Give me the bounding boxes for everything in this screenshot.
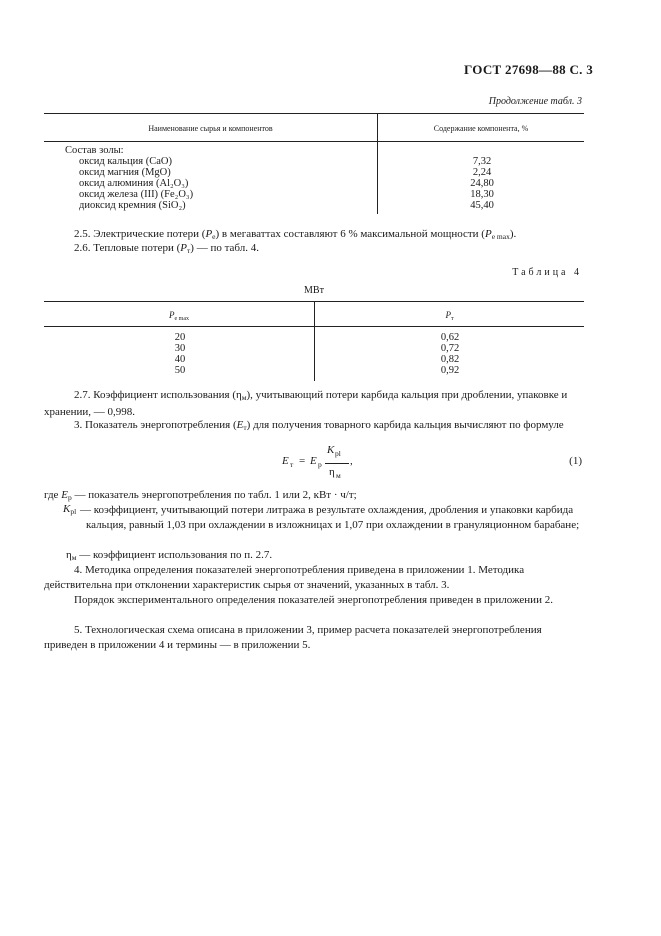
table3-header-content: Содержание компонента, % — [433, 124, 529, 133]
table3-row-value: 2,24 — [472, 167, 492, 178]
table4-cell-pemax: 20 — [174, 332, 186, 343]
p3-text: ) для получения товарного карбида кальция вычисляют по формуле — [246, 419, 564, 431]
formula-lhs-sub: т — [290, 460, 294, 469]
table4-unit: МВт — [304, 285, 324, 296]
p25-symbol: P — [205, 228, 213, 240]
p25-text: ) в мегаваттах составляют 6 % максимальной мощности ( — [215, 228, 485, 240]
def-subscript: р — [67, 493, 72, 502]
formula-numerator: K — [327, 444, 335, 456]
table3-row-value: 45,40 — [470, 200, 494, 211]
p25-symbol: P — [484, 228, 492, 240]
p27-text: 2.7. Коэффициент использования (η — [74, 389, 242, 401]
table3-header-name: Наименование сырья и компонентов — [148, 124, 273, 133]
def-symbol: K — [63, 503, 71, 515]
def-text: — коэффициент использования по п. 2.7. — [76, 549, 273, 561]
formula-e-sub: р — [318, 460, 322, 469]
table4-cell-pt: 0,72 — [440, 343, 460, 354]
table4-header-pt — [315, 310, 584, 322]
table4-header-subscript: e max — [174, 316, 189, 322]
table4-cell-pemax: 40 — [174, 354, 186, 365]
table3-row-value: 7,32 — [472, 156, 492, 167]
p3-text: 3. Показатель энергопотребления ( — [74, 419, 237, 431]
formula-comma: , — [350, 455, 353, 467]
table4-header-pemax — [44, 310, 314, 322]
p27-text: ), учитывающий потери карбида кальция при дроблении, упаковке и хранении, — 0,998. — [44, 389, 568, 418]
table3-row-name: диоксид кремния (SiO₂) — [79, 200, 186, 211]
table4-cell-pemax: 30 — [174, 343, 186, 354]
formula-equals: = — [299, 455, 306, 467]
p26-symbol: P — [180, 242, 187, 254]
table4-cell-pt: 0,92 — [440, 365, 460, 376]
table4-header-symbol: P — [169, 310, 175, 320]
paragraph-3 — [44, 418, 584, 435]
p3-symbol: E — [236, 419, 244, 431]
p26-subscript: т — [187, 246, 191, 255]
p27-subscript: м — [241, 393, 247, 402]
paragraph-5: 5. Технологическая схема описана в приложении 3, пример расчета показателей энергопотребления приведен в приложении 4 и термины — в приложении 5. — [44, 624, 542, 651]
p25-subscript: e max — [491, 232, 510, 241]
formula-denominator: η — [329, 466, 335, 478]
table4-cell-pt: 0,62 — [440, 332, 460, 343]
def-text: — показатель энергопотребления по табл. 1 или 2, кВт · ч/т; — [71, 489, 357, 501]
formula-lhs: E — [282, 455, 289, 467]
table3-top-rule — [44, 113, 584, 114]
def-symbol: η — [66, 549, 72, 561]
page-header: ГОСТ 27698—88 С. 3 — [464, 62, 594, 77]
table3-row-value: 24,80 — [470, 178, 494, 189]
formula-denominator-sub: м — [336, 471, 341, 480]
formula-number: (1) — [569, 455, 582, 467]
p26-text: 2.6. Тепловые потери ( — [74, 242, 181, 254]
table3-row-name: оксид кальция (CaO) — [79, 156, 172, 167]
paragraph-4: 4. Методика определения показателей энергопотребления приведена в приложении 1. Методика действительна при отклонении характеристик сырья от значений, указанных в табл. 3. — [44, 564, 525, 591]
paragraph-2-7 — [44, 388, 584, 420]
p25-text: ). — [509, 228, 517, 240]
table4-cell-pemax: 50 — [174, 365, 186, 376]
def-symbol: E — [61, 489, 68, 501]
formula-numerator-sub: pl — [335, 449, 341, 458]
table3-row-name: оксид алюминия (Al₂O₃) — [79, 178, 189, 189]
table4-cell-pt: 0,82 — [440, 354, 460, 365]
table3-row-name: оксид железа (III) (Fe₂O₃) — [79, 189, 194, 200]
def-subscript: pl — [70, 507, 77, 516]
table4-label: Таблица 4 — [512, 267, 582, 278]
table3-header-rule — [44, 141, 584, 142]
p3-subscript: т — [243, 423, 247, 432]
def-text: где — [44, 489, 62, 501]
p25-text: 2.5. Электрические потери ( — [74, 228, 206, 240]
definition-kpl-symbol — [63, 503, 76, 516]
formula-e: E — [310, 455, 317, 467]
table3-group-label: Состав золы: — [65, 145, 124, 156]
p26-text: ) — по табл. 4. — [190, 242, 259, 254]
paragraph-4b: Порядок экспериментального определения показателей энергопотребления приведен в приложении 2. — [74, 594, 553, 606]
paragraph-2-6 — [44, 241, 584, 258]
table4-header-subscript: т — [450, 316, 454, 322]
formula-fraction-bar — [325, 463, 349, 464]
table4-header-rule — [44, 326, 584, 327]
table3-row-value: 18,30 — [470, 189, 494, 200]
table3-continuation-label: Продолжение табл. 3 — [488, 96, 582, 107]
formula-1 — [282, 444, 362, 484]
table3-row-name: оксид магния (MgO) — [79, 167, 171, 178]
p25-subscript: e — [212, 232, 216, 241]
definition-kpl-text: — коэффициент, учитывающий потери литража в результате охлаждения, дробления и упаковки карбида кальция, равный 1,03 при охлаждении в изложницах и 1,07 при охлаждении в грануляционном барабане; — [80, 504, 580, 531]
def-subscript: м — [71, 553, 77, 562]
table4-header-symbol: P — [445, 310, 451, 320]
